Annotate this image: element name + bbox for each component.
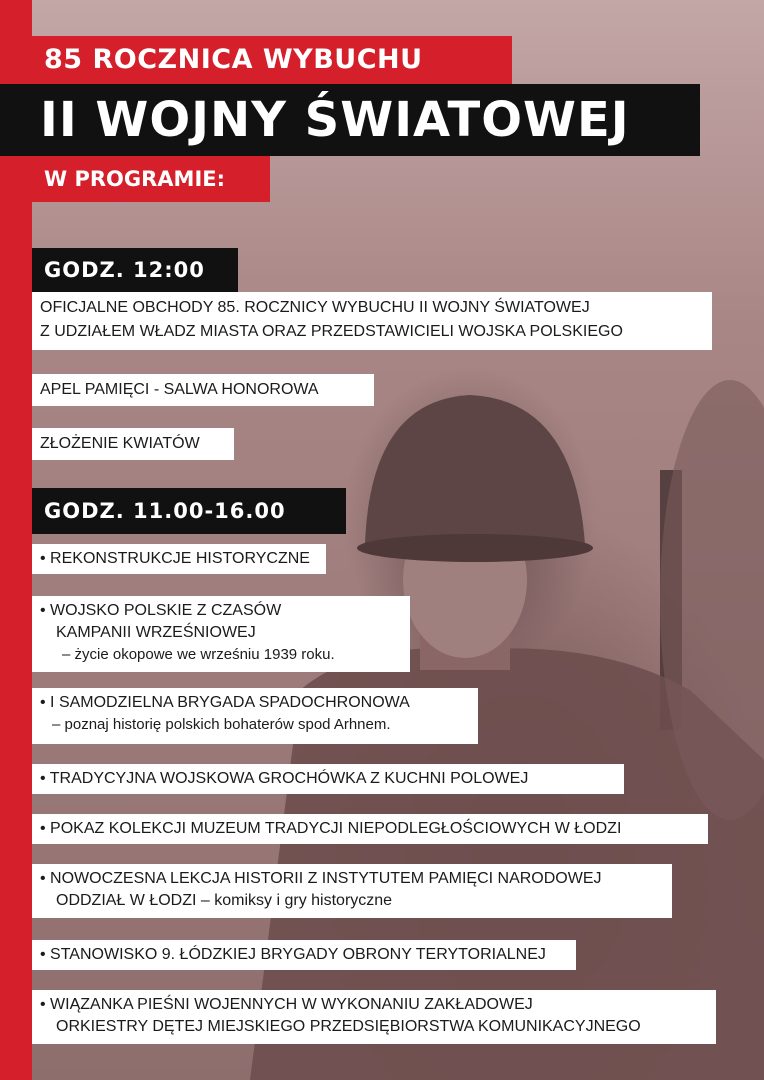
section1-item-official [32,292,712,350]
program-item: • REKONSTRUKCJE HISTORYCZNE [32,544,326,574]
program-item-line: ORKIESTRY DĘTEJ MIEJSKIEGO PRZEDSIĘBIORSTWA KOMUNIKACYJNEGO [56,1018,641,1035]
program-item-line: • WOJSKO POLSKIE Z CZASÓW [40,602,282,619]
title-line-3: W PROGRAMIE: [0,156,270,202]
program-item-line: • WIĄZANKA PIEŚNI WOJENNYCH W WYKONANIU ZAKŁADOWEJ [40,996,533,1013]
title-line-2: II WOJNY ŚWIATOWEJ [0,84,700,156]
program-item-line: KAMPANII WRZEŚNIOWEJ [56,624,256,641]
section1-item-line: OFICJALNE OBCHODY 85. ROCZNICY WYBUCHU II WOJNY ŚWIATOWEJ [40,299,590,316]
program-item [32,864,672,918]
program-item [32,688,478,744]
program-item: • TRADYCYJNA WOJSKOWA GROCHÓWKA Z KUCHNI POLOWEJ [32,764,624,794]
program-item-line: ODDZIAŁ W ŁODZI – komiksy i gry historyczne [56,892,393,909]
program-item-line: • NOWOCZESNA LEKCJA HISTORII Z INSTYTUTEM PAMIĘCI NARODOWEJ [40,870,602,887]
title-line-1: 85 ROCZNICA WYBUCHU [0,36,512,84]
program-item: • POKAZ KOLEKCJI MUZEUM TRADYCJI NIEPODLEGŁOŚCIOWYCH W ŁODZI [32,814,708,844]
program-item-line: • I SAMODZIELNA BRYGADA SPADOCHRONOWA [40,694,410,711]
section1-item-kwiaty: ZŁOŻENIE KWIATÓW [32,428,234,460]
section2-heading: GODZ. 11.00-16.00 [32,488,346,534]
section1-item-line: Z UDZIAŁEM WŁADZ MIASTA ORAZ PRZEDSTAWICIELI WOJSKA POLSKIEGO [40,323,623,340]
program-item [32,990,716,1044]
program-item [32,596,410,672]
section1-heading: GODZ. 12:00 [32,248,238,292]
section1-item-apel: APEL PAMIĘCI - SALWA HONOROWA [32,374,374,406]
program-item-sub: – życie okopowe we wrześniu 1939 roku. [62,646,335,663]
program-item-sub: – poznaj historię polskich bohaterów spod Arhnem. [52,716,391,733]
program-item: • STANOWISKO 9. ŁÓDZKIEJ BRYGADY OBRONY TERYTORIALNEJ [32,940,576,970]
